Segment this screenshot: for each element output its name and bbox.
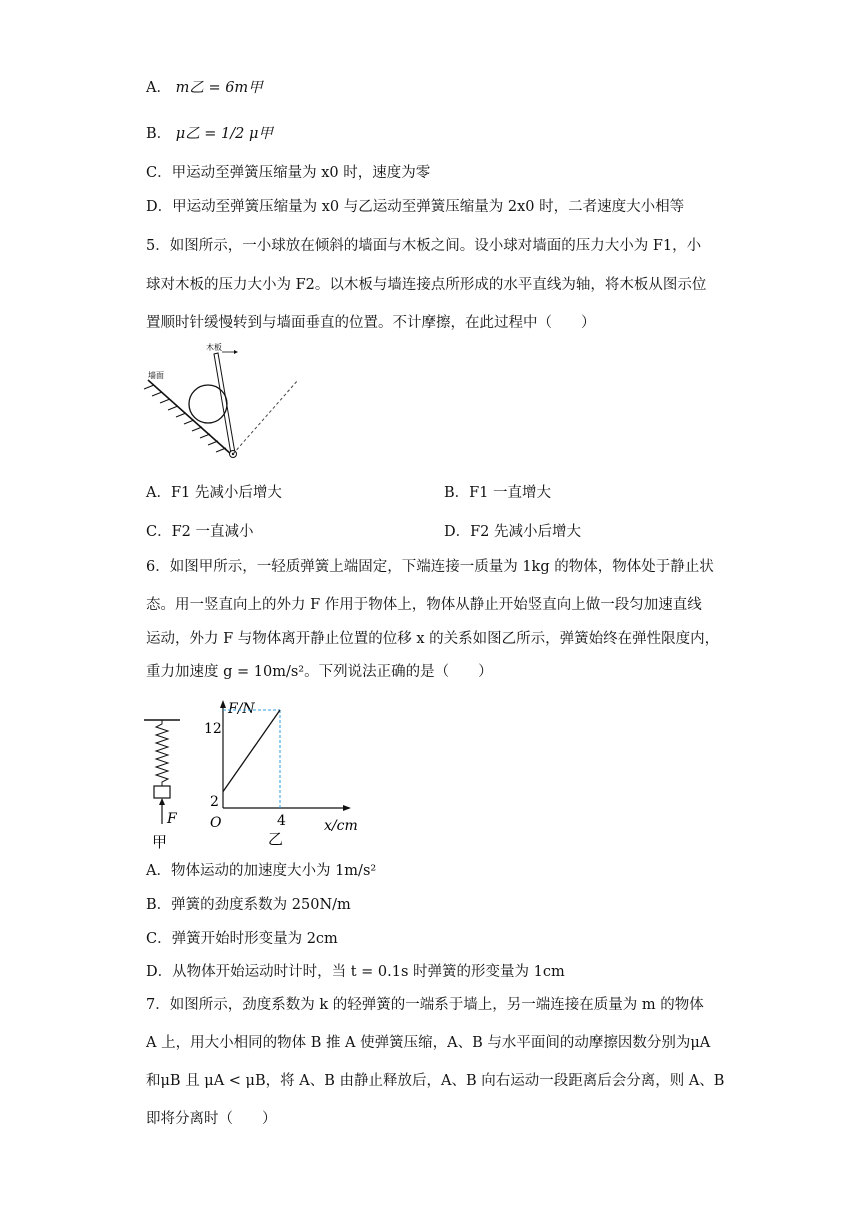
q6-x-tick: 4 [277, 813, 286, 829]
q6-figure-spring [140, 712, 190, 852]
q6-caption-jia: 甲 [152, 833, 168, 851]
q6-option-d: D．从物体开始运动时计时，当 t = 0.1s 时弹簧的形变量为 1cm [146, 964, 565, 980]
q5-wall [148, 380, 232, 455]
q6-option-a: A．物体运动的加速度大小为 1m/s² [146, 863, 377, 879]
q5-wall-label: 墙面 [148, 371, 164, 380]
q6-stem-line3: 运动，外力 F 与物体离开静止位置的位移 x 的关系如图乙所示，弹簧始终在弹性限度内， [146, 631, 720, 647]
q5-board-label: 木板 [206, 343, 222, 352]
q6-option-b: B．弹簧的劲度系数为 250N/m [146, 897, 351, 913]
q4-option-d: D．甲运动至弹簧压缩量为 x0 与乙运动至弹簧压缩量为 2x0 时，二者速度大小相等 [146, 199, 685, 215]
q4-option-b: B． μ乙 = 1/2 μ甲 [146, 126, 273, 142]
q6-stem-line4: 重力加速度 g = 10m/s²。下列说法正确的是（ ） [146, 664, 493, 680]
q5-dashed-final-position [233, 380, 298, 454]
q7-stem-line3: 和μB 且 μA < μB，将 A、B 由静止释放后，A、B 向右运动一段距离后会分离，则 A、B [146, 1073, 725, 1089]
q6-block [154, 786, 170, 798]
q6-x-axis-label: x/cm [324, 818, 358, 834]
q6-y-tick-top: 12 [204, 721, 222, 737]
q6-origin-label: O [210, 815, 222, 831]
q5-option-d: D．F2 先减小后增大 [444, 524, 582, 540]
q6-stem-line1: 6．如图甲所示，一轻质弹簧上端固定，下端连接一质量为 1kg 的物体，物体处于静止状 [146, 559, 714, 575]
q6-graph [198, 698, 368, 850]
q4-option-a-math: m乙 = 6m甲 [175, 80, 263, 96]
q6-spring [156, 720, 168, 786]
q6-force-label: F [167, 811, 177, 827]
q7-stem-line1: 7．如图所示，劲度系数为 k 的轻弹簧的一端系于墙上，另一端连接在质量为 m 的物体 [146, 997, 704, 1013]
q6-stem-line2: 态。用一竖直向上的外力 F 作用于物体上，物体从静止开始竖直向上做一段匀加速直线 [146, 597, 702, 613]
q4-option-c: C．甲运动至弹簧压缩量为 x0 时，速度为零 [146, 165, 431, 181]
q5-stem-line2: 球对木板的压力大小为 F2。以木板与墙连接点所形成的水平直线为轴，将木板从图示位 [146, 277, 707, 293]
q5-option-a: A．F1 先减小后增大 [146, 485, 282, 501]
q5-stem-line3: 置顺时针缓慢转到与墙面垂直的位置。不计摩擦，在此过程中（ ） [146, 315, 596, 331]
q6-y-axis-label: F/N [228, 701, 255, 717]
q4-option-a: A． m乙 = 6m甲 [146, 80, 263, 96]
q5-stem-line1: 5．如图所示，一小球放在倾斜的墙面与木板之间。设小球对墙面的压力大小为 F1，小 [146, 238, 702, 254]
q6-y-tick-bottom: 2 [210, 794, 219, 810]
q4-option-b-math: μ乙 = 1/2 μ甲 [175, 126, 273, 142]
q5-board [214, 353, 235, 454]
q7-stem-line4: 即将分离时（ ） [146, 1111, 277, 1127]
q5-option-c: C．F2 一直减小 [146, 524, 254, 540]
q5-option-b: B．F1 一直增大 [444, 485, 552, 501]
q5-ball [189, 385, 227, 423]
q6-caption-yi: 乙 [268, 830, 284, 848]
q5-figure [140, 340, 310, 465]
q6-option-c: C．弹簧开始时形变量为 2cm [146, 931, 338, 947]
q7-stem-line2: A 上，用大小相同的物体 B 推 A 使弹簧压缩，A、B 与水平面间的动摩擦因数分别为μA [146, 1035, 711, 1051]
q6-series-line [223, 710, 280, 792]
